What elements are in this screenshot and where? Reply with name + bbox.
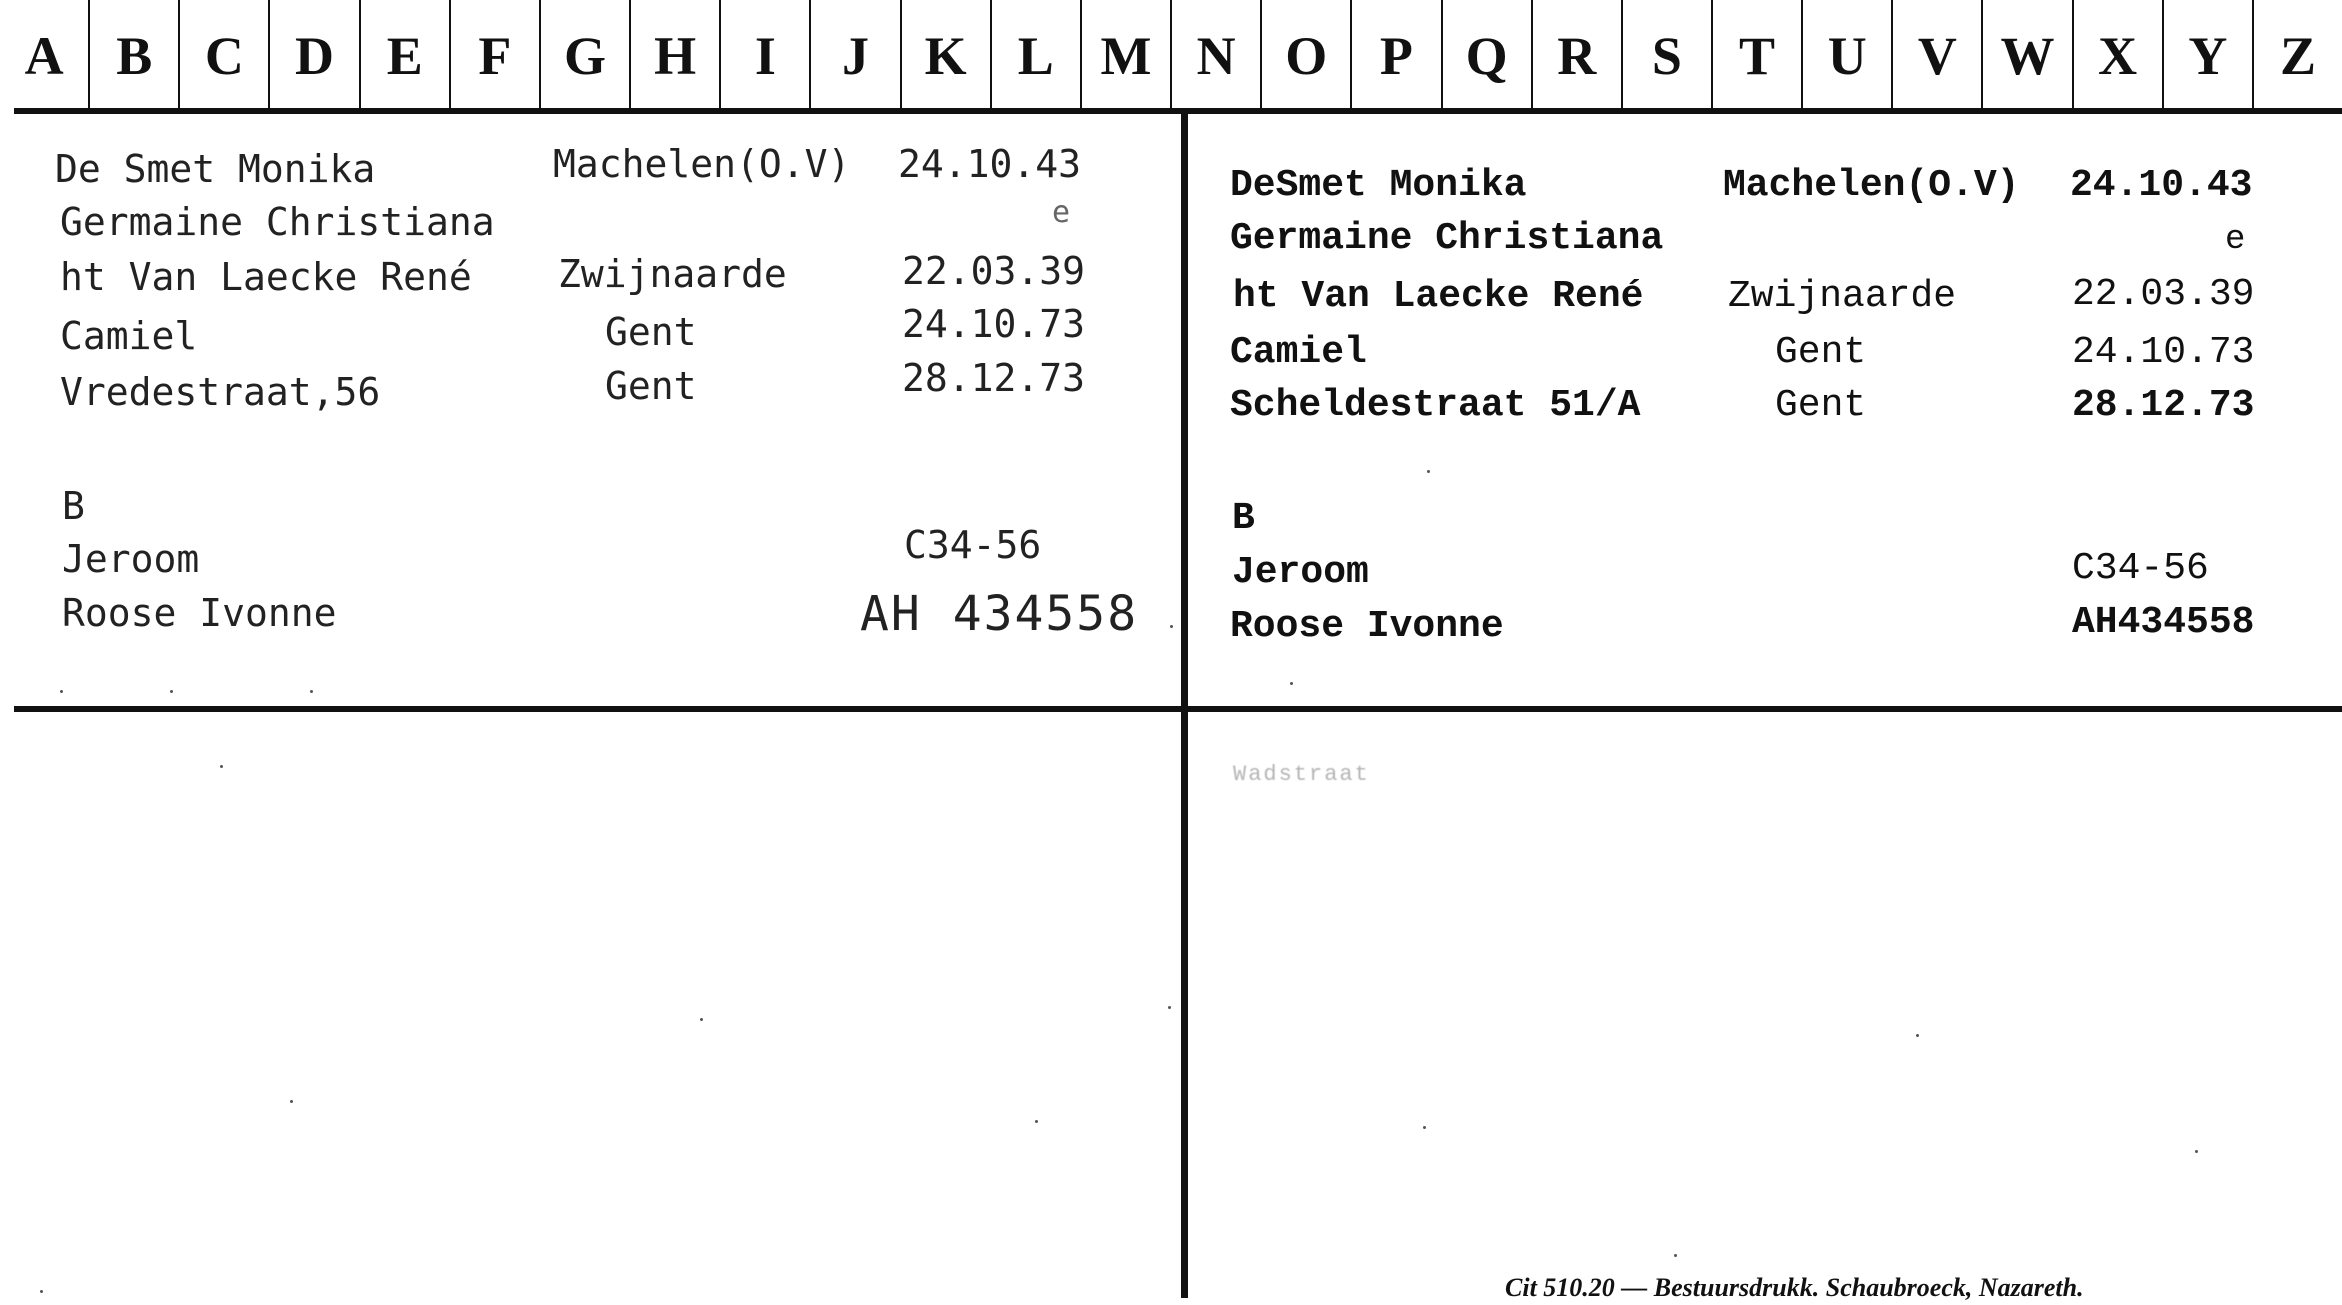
- right-date-line3: 22.03.39: [2072, 273, 2255, 316]
- speck: [1035, 1120, 1038, 1123]
- right-name-line7: Roose Ivonne: [1230, 605, 1504, 648]
- right-date-line5: 28.12.73: [2072, 384, 2255, 427]
- index-letter-o: O: [1262, 0, 1352, 112]
- alphabet-index-bar: [0, 0, 2342, 112]
- index-letter-a: A: [0, 0, 90, 112]
- left-name-line2: Germaine Christiana: [60, 200, 495, 244]
- right-faded-line: Wadstraat: [1233, 762, 1370, 787]
- right-name-line6: Jeroom: [1232, 551, 1369, 594]
- right-name-line1: DeSmet Monika: [1230, 164, 1527, 207]
- left-place-line3: Zwijnaarde: [558, 252, 787, 296]
- speck: [1423, 1126, 1426, 1129]
- index-letter-i: I: [721, 0, 811, 112]
- right-code-line6: C34-56: [2072, 547, 2209, 590]
- index-letter-y: Y: [2164, 0, 2254, 112]
- left-date-line3: 22.03.39: [902, 249, 1086, 293]
- speck: [1916, 1034, 1919, 1037]
- index-letter-c: C: [180, 0, 270, 112]
- right-place-line4: Gent: [1775, 331, 1867, 374]
- right-name-line4: Camiel: [1230, 331, 1367, 374]
- index-letter-q: Q: [1443, 0, 1533, 112]
- right-mark: e: [2225, 221, 2246, 259]
- left-date-line5: 28.12.73: [902, 356, 1086, 400]
- speck: [220, 765, 223, 768]
- left-name-line3: ht Van Laecke René: [60, 255, 472, 299]
- index-letter-z: Z: [2279, 26, 2316, 86]
- index-letter-f: F: [451, 0, 541, 112]
- speck: [310, 690, 313, 693]
- speck: [1290, 682, 1293, 685]
- left-name-line5: Vredestraat,56: [60, 370, 381, 414]
- speck: [700, 1018, 703, 1021]
- index-letter-j: J: [811, 0, 901, 112]
- index-letter-u: U: [1803, 0, 1893, 112]
- left-name-line6: Jeroom: [62, 537, 200, 581]
- left-name-line7: Roose Ivonne: [62, 591, 337, 635]
- printer-imprint: Cit 510.20 — Bestuursdrukk. Schaubroeck, Nazareth.: [1505, 1273, 2084, 1302]
- speck: [2195, 1150, 2198, 1153]
- left-date-line1: 24.10.43: [898, 142, 1082, 186]
- index-letter-v: V: [1893, 0, 1983, 112]
- left-date-line4: 24.10.73: [902, 302, 1086, 346]
- index-letter-t: T: [1713, 0, 1803, 112]
- index-letter-e: E: [361, 0, 451, 112]
- speck: [1168, 1006, 1171, 1009]
- left-place-line4: Gent: [605, 310, 697, 354]
- index-letter-l: L: [992, 0, 1082, 112]
- right-section-letter: B: [1232, 497, 1255, 540]
- left-name-line1: De Smet Monika: [55, 147, 376, 191]
- index-letter-h: H: [631, 0, 721, 112]
- left-place-line5: Gent: [605, 364, 697, 408]
- index-letter-w: W: [1983, 0, 2073, 112]
- right-name-line2: Germaine Christiana: [1230, 217, 1664, 260]
- left-place-line1: Machelen(O.V): [553, 142, 851, 186]
- left-section-letter: B: [62, 484, 85, 528]
- index-letter-p: P: [1352, 0, 1442, 112]
- left-name-line4: Camiel: [60, 314, 198, 358]
- speck: [40, 1290, 43, 1293]
- right-place-line5: Gent: [1775, 384, 1867, 427]
- speck: [1170, 625, 1173, 628]
- index-letter-n: N: [1172, 0, 1262, 112]
- left-code-line6: C34-56: [904, 523, 1042, 567]
- right-place-line3: Zwijnaarde: [1728, 275, 1957, 318]
- index-letter-m: M: [1082, 0, 1172, 112]
- right-number-line7: AH434558: [2072, 601, 2255, 644]
- left-number-line7: AH 434558: [860, 586, 1139, 642]
- center-divider: [1181, 108, 1188, 1298]
- right-date-line4: 24.10.73: [2072, 331, 2255, 374]
- index-letter-b: B: [90, 0, 180, 112]
- index-letter-x: X: [2074, 0, 2164, 112]
- index-letter-r: R: [1533, 0, 1623, 112]
- right-name-line3: ht Van Laecke René: [1233, 275, 1644, 318]
- index-letter-s: S: [1623, 0, 1713, 112]
- speck: [1674, 1254, 1677, 1257]
- speck: [60, 690, 63, 693]
- right-date-line1: 24.10.43: [2070, 164, 2253, 207]
- index-letter-k: K: [902, 0, 992, 112]
- left-mark: e: [1052, 195, 1071, 230]
- speck: [170, 690, 173, 693]
- right-name-line5: Scheldestraat 51/A: [1230, 384, 1641, 427]
- right-place-line1: Machelen(O.V): [1723, 164, 2020, 207]
- index-letter-d: D: [270, 0, 360, 112]
- middle-divider: [14, 706, 2342, 712]
- speck: [1427, 470, 1430, 473]
- index-letter-g: G: [541, 0, 631, 112]
- top-divider: [14, 108, 2342, 114]
- speck: [290, 1100, 293, 1103]
